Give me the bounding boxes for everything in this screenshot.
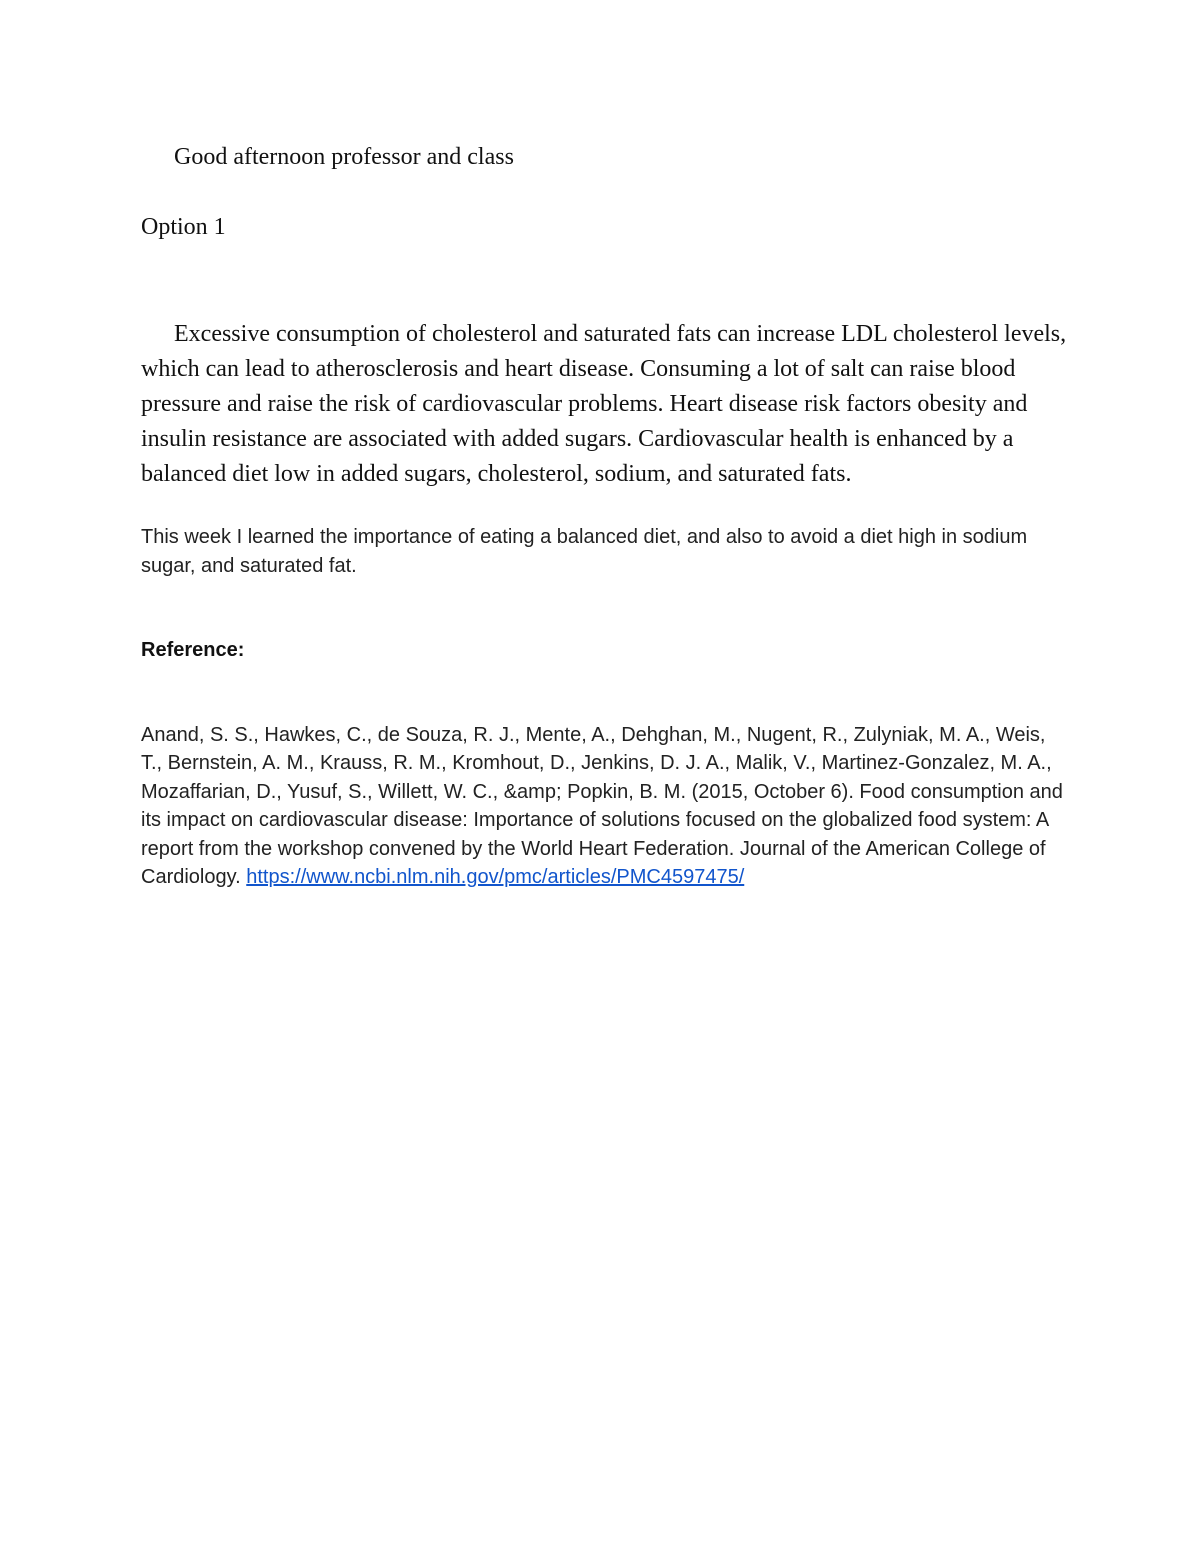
citation-text: Anand, S. S., Hawkes, C., de Souza, R. J., Mente, A., Dehghan, M., Nugent, R., Zulyniak, M. A., Weis, T., Bernstein, A. M., Krauss, R. M., Kromhout, D., Jenkins, D. J. A., Malik, V., Martinez-Gonzalez, M. A., Mozaffarian, D., Yusuf, S., Willett, W. C., &amp; Popkin, B. M. (2015, October 6). Food consumption and its impact on cardiovascular disease: Importance of solutions focused on the globalized food system: A report from the workshop convened by the World Heart Federation. Journal of the American College of Cardiology. — [141, 723, 1063, 888]
greeting-line: Good afternoon professor and class — [174, 144, 514, 170]
main-paragraph: Excessive consumption of cholesterol and saturated fats can increase LDL cholesterol levels, which can lead to atherosclerosis and heart disease. Consuming a lot of salt can raise blood pressure and raise the risk of cardiovascular problems. Heart disease risk factors obesity and insulin resistance are associated with added sugars. Cardiovascular health is enhanced by a balanced diet low in added sugars, cholesterol, sodium, and saturated fats. — [141, 321, 1067, 487]
reference-link[interactable]: https://www.ncbi.nlm.nih.gov/pmc/articles/PMC4597475/ — [246, 866, 745, 888]
reference-heading: Reference: — [141, 639, 245, 661]
learned-paragraph: This week I learned the importance of eating a balanced diet, and also to avoid a diet high in sodium sugar, and saturated fat. — [141, 526, 1028, 577]
document-content — [141, 140, 1071, 892]
option-heading: Option 1 — [141, 214, 226, 240]
reference-citation — [141, 721, 1071, 892]
